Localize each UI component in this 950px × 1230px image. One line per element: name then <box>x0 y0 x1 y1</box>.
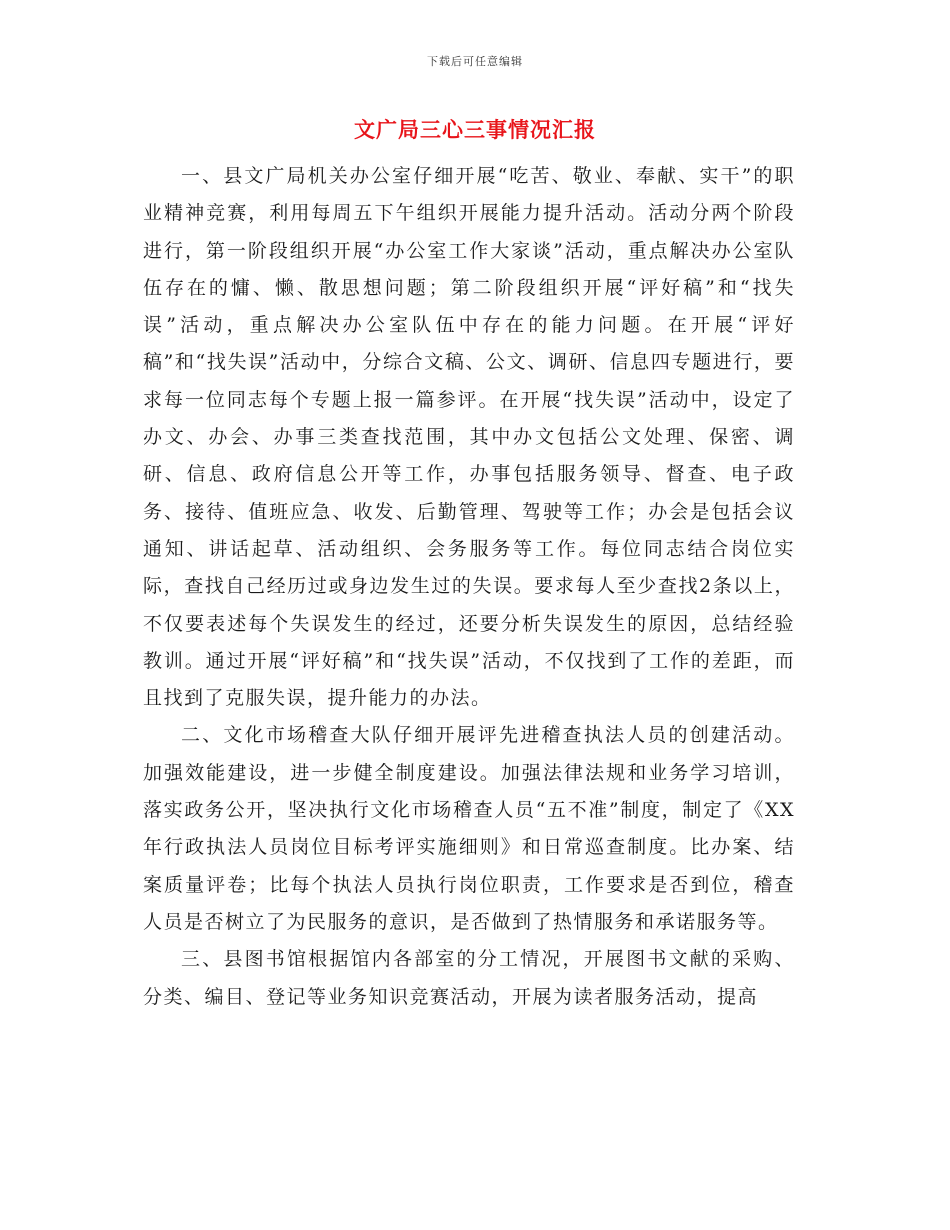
document-body <box>143 158 795 1016</box>
document-title: 文广局三心三事情况汇报 <box>354 117 596 142</box>
paragraph-2: 二、文化市场稽查大队仔细开展评先进稽查执法人员的创建活动。加强效能建设，进一步健全制度建设。加强法律法规和业务学习培训，落实政务公开，坚决执行文化市场稽查人员“五不准”制度，制定了《XX年行政执法人员岗位目标考评实施细则》和日常巡查制度。比办案、结案质量评卷；比每个执法人员执行岗位职责，工作要求是否到位，稽查人员是否树立了为民服务的意识，是否做到了热情服务和承诺服务等。 <box>143 724 795 933</box>
paragraph-1: 一、县文广局机关办公室仔细开展“吃苦、敬业、奉献、实干”的职业精神竞赛，利用每周五下午组织开展能力提升活动。活动分两个阶段进行，第一阶段组织开展“办公室工作大家谈”活动，重点解决办公室队伍存在的慵、懒、散思想问题；第二阶段组织开展“评好稿”和“找失误”活动，重点解决办公室队伍中存在的能力问题。在开展“评好稿”和“找失误”活动中，分综合文稿、公文、调研、信息四专题进行，要求每一位同志每个专题上报一篇参评。在开展“找失误”活动中，设定了办文、办会、办事三类查找范围，其中办文包括公文处理、保密、调研、信息、政府信息公开等工作，办事包括服务领导、督查、电子政务、接待、值班应急、收发、后勤管理、驾驶等工作；办会是包括会议通知、讲话起草、活动组织、会务服务等工作。每位同志结合岗位实际，查找自己经历过或身边发生过的失误。要求每人至少查找2条以上，不仅要表述每个失误发生的经过，还要分析失误发生的原因，总结经验教训。通过开展“评好稿”和“找失误”活动，不仅找到了工作的差距，而且找到了克服失误，提升能力的办法。 <box>143 165 795 710</box>
paragraph-3: 三、县图书馆根据馆内各部室的分工情况，开展图书文献的采购、分类、编目、登记等业务知识竞赛活动，开展为读者服务活动，提高 <box>143 948 795 1008</box>
header-note: 下载后可任意编辑 <box>427 55 523 68</box>
